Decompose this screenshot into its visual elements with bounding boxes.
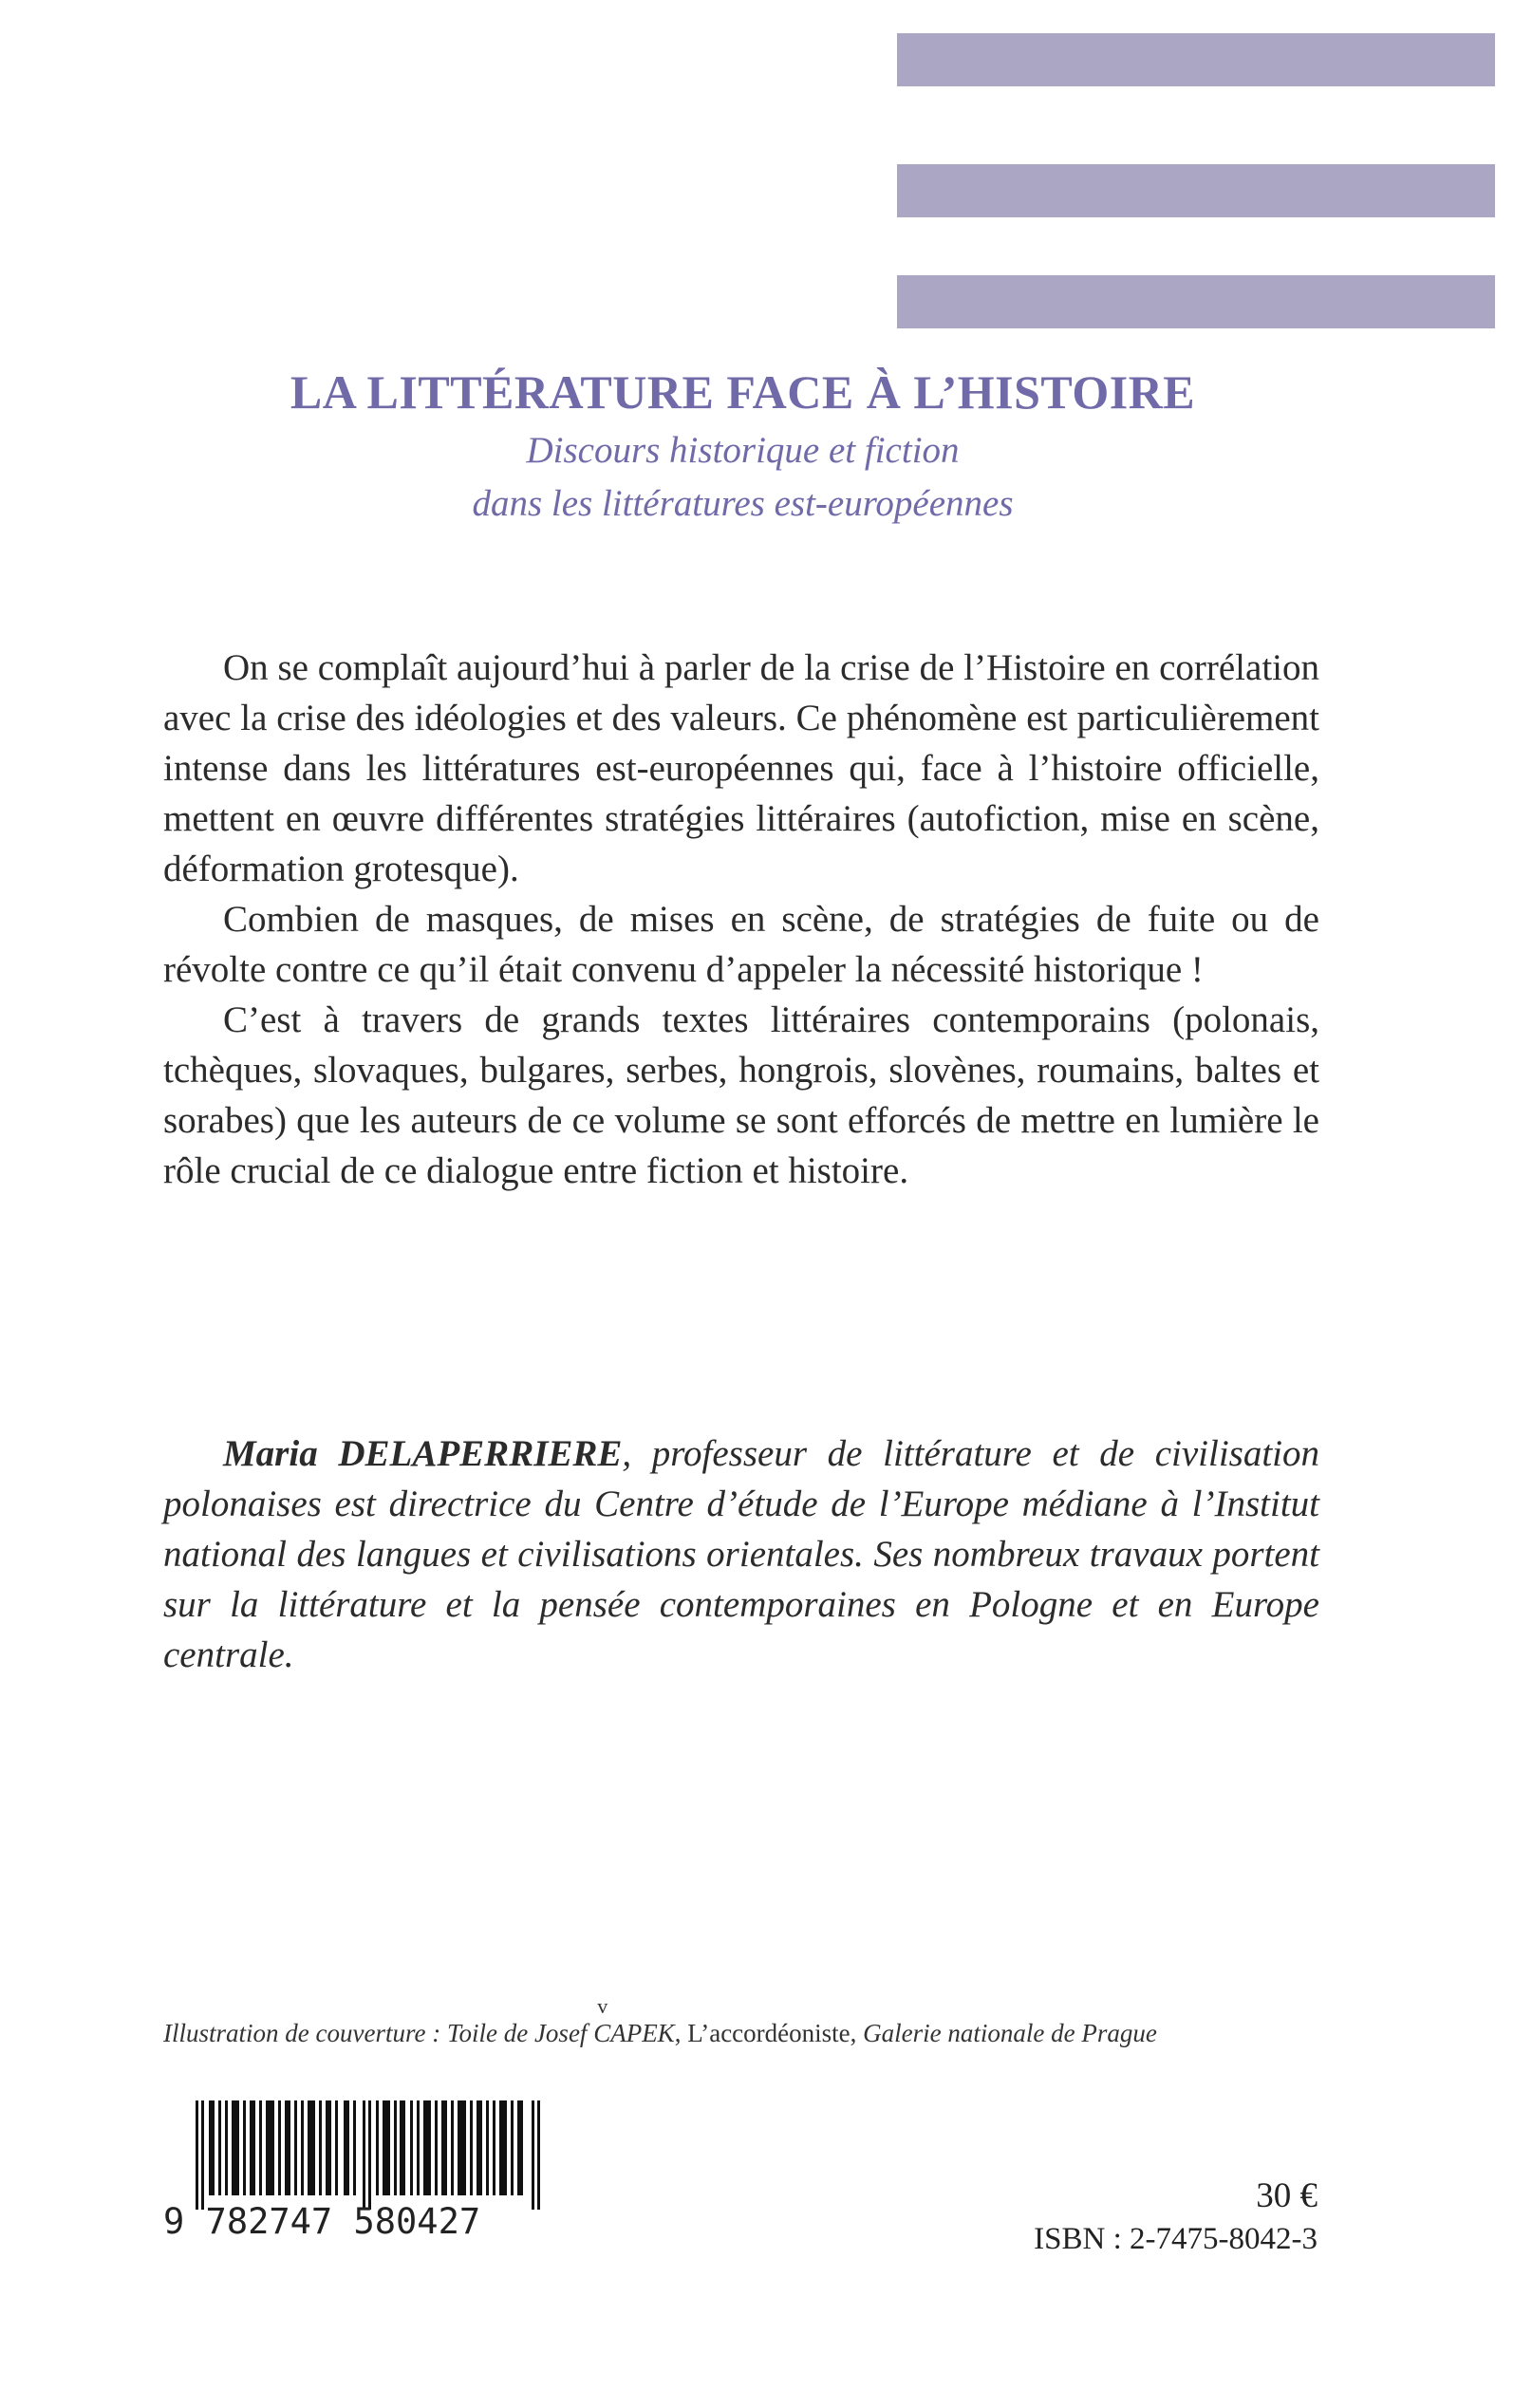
artist-initial: v C bbox=[593, 2019, 610, 2048]
credit-prefix: Illustration de couverture : Toile de Josef bbox=[163, 2019, 594, 2047]
author-bio-text: , professeur de littérature et de civilisation polonaises est directrice du Centre d’étude de l’Europe médiane à l’Institut national des langues et civilisations orientales. Ses nombreux travaux portent sur la littérature et la pensée contemporaines en Pologne et en Europe centrale. bbox=[163, 1433, 1319, 1675]
isbn: ISBN : 2-7475-8042-3 bbox=[1034, 2222, 1318, 2256]
subtitle-line-2: dans les littératures est-européennes bbox=[472, 483, 1014, 524]
decorative-bar-2 bbox=[897, 164, 1495, 217]
barcode-digits: 9 782747 580427 bbox=[163, 2201, 481, 2242]
price: 30 € bbox=[1256, 2176, 1318, 2215]
barcode bbox=[163, 2100, 551, 2243]
summary-paragraph: On se complaît aujourd’hui à parler de la crise de l’Histoire en corrélation avec la crise des idéologies et des valeurs. Ce phénomène est particulièrement intense dans les littératures est-européennes qui, face à l’histoire officielle, mettent en œuvre différentes stratégies littéraires (autofiction, mise en scène, déformation grotesque). bbox=[163, 647, 1319, 889]
cover-illustration-credit bbox=[163, 2019, 1321, 2048]
author-name: Maria DELAPERRIERE bbox=[223, 1433, 623, 1474]
decorative-bar-3 bbox=[897, 275, 1495, 328]
decorative-bar-1 bbox=[897, 33, 1495, 86]
back-cover-summary bbox=[163, 643, 1319, 1196]
book-title: LA LITTÉRATURE FACE À L’HISTOIRE bbox=[290, 365, 1196, 419]
summary-paragraph: Combien de masques, de mises en scène, de stratégies de fuite ou de révolte contre ce qu’il était convenu d’appeler la nécessité historique ! bbox=[163, 899, 1319, 990]
summary-paragraph: C’est à travers de grands textes littéraires contemporains (polonais, tchèques, slovaques, bulgares, serbes, hongrois, slovènes, roumains, baltes et sorabes) que les auteurs de ce volume se sont efforcés de mettre en lumière le rôle crucial de ce dialogue entre fiction et histoire. bbox=[163, 999, 1319, 1191]
museum-name: Galerie nationale de Prague bbox=[863, 2019, 1157, 2047]
barcode-bars bbox=[196, 2100, 543, 2210]
subtitle-line-1: Discours historique et fiction bbox=[526, 430, 960, 471]
artist-name-rest: APEK bbox=[610, 2019, 675, 2047]
author-bio bbox=[163, 1428, 1319, 1680]
artwork-title: , L’accordéoniste, bbox=[674, 2019, 864, 2047]
